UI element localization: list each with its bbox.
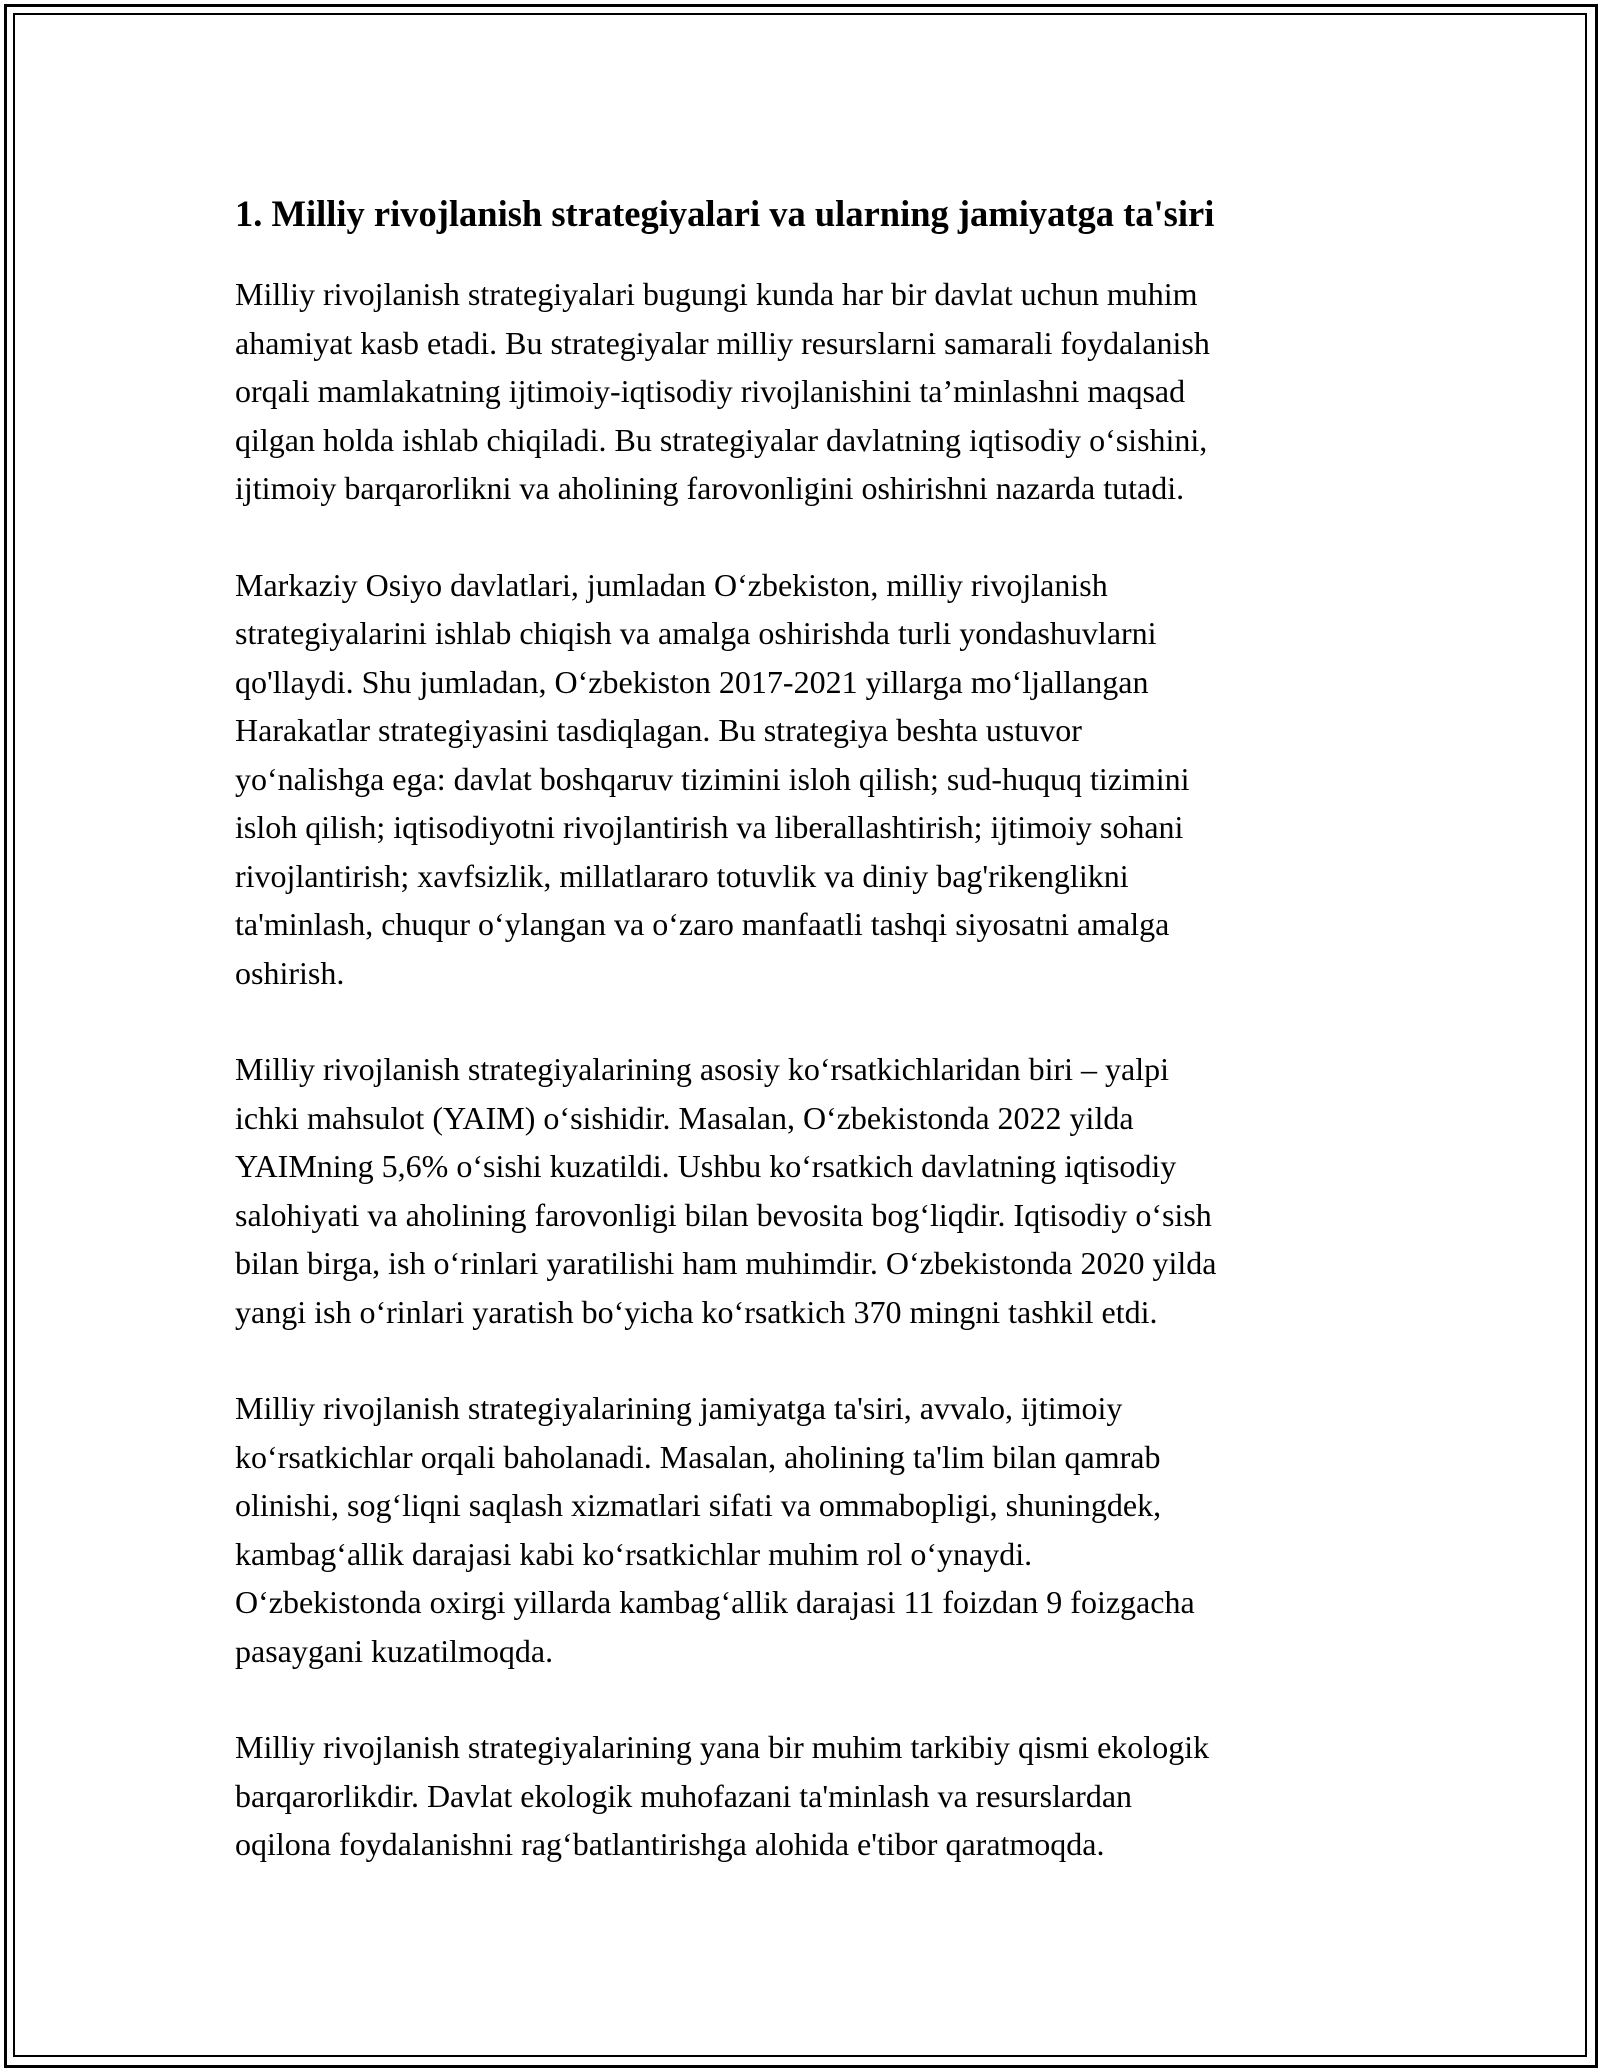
text-line: rivojlantirish; xavfsizlik, millatlararo totuvlik va diniy bag'rikenglikni (235, 857, 1129, 894)
text-line: Markaziy Osiyo davlatlari, jumladan O‘zbekiston, milliy rivojlanish (235, 566, 1108, 603)
text-line: oqilona foydalanishni rag‘batlantirishga alohida e'tibor qaratmoqda. (235, 1826, 1105, 1862)
text-line: salohiyati va aholining farovonligi bilan bevosita bog‘liqdir. Iqtisodiy o‘sish (235, 1196, 1212, 1233)
paragraph-3 (235, 1045, 1375, 1336)
text-line: bilan birga, ish o‘rinlari yaratilishi ham muhimdir. O‘zbekistonda 2020 yilda (235, 1245, 1217, 1281)
text-line: Milliy rivojlanish strategiyalari bugungi kunda har bir davlat uchun muhim (235, 276, 1198, 312)
text-line: Milliy rivojlanish strategiyalarining jamiyatga ta'siri, avvalo, ijtimoiy (235, 1390, 1123, 1426)
text-line: yo‘nalishga ega: davlat boshqaruv tizimini isloh qilish; sud-huquq tizimini (235, 760, 1190, 797)
paragraph-1 (235, 270, 1375, 513)
text-line: ko‘rsatkichlar orqali baholanadi. Masalan, aholining ta'lim bilan qamrab (235, 1438, 1161, 1475)
text-line: orqali mamlakatning ijtimoiy-iqtisodiy rivojlanishini ta’minlashni maqsad (235, 373, 1186, 409)
text-line: ijtimoiy barqarorlikni va aholining farovonligini oshirishni nazarda tutadi. (235, 470, 1185, 506)
text-line: kambag‘allik darajasi kabi ko‘rsatkichlar muhim rol o‘ynaydi. (235, 1535, 1033, 1572)
text-line: oshirish. (235, 954, 345, 991)
text-line: olinishi, sog‘liqni saqlash xizmatlari sifati va ommabopligi, shuningdek, (235, 1487, 1162, 1523)
text-line: Milliy rivojlanish strategiyalarining yana bir muhim tarkibiy qismi ekologik (235, 1729, 1210, 1765)
text-line: strategiyalarini ishlab chiqish va amalga oshirishda turli yondashuvlarni (235, 615, 1157, 651)
text-line: barqarorlikdir. Davlat ekologik muhofazani ta'minlash va resurslardan (235, 1777, 1133, 1814)
text-line: Milliy rivojlanish strategiyalarining asosiy ko‘rsatkichlaridan biri – yalpi (235, 1051, 1170, 1087)
text-line: qilgan holda ishlab chiqiladi. Bu strategiyalar davlatning iqtisodiy o‘sishini, (235, 421, 1208, 458)
text-line: yangi ish o‘rinlari yaratish bo‘yicha ko‘rsatkich 370 mingni tashkil etdi. (235, 1293, 1158, 1330)
text-line: pasaygani kuzatilmoqda. (235, 1632, 554, 1669)
document-body (235, 188, 1375, 1917)
text-line: Harakatlar strategiyasini tasdiqlagan. Bu strategiya beshta ustuvor (235, 712, 1082, 748)
text-line: O‘zbekistonda oxirgi yillarda kambag‘allik darajasi 11 foizdan 9 foizgacha (235, 1584, 1195, 1620)
text-line: isloh qilish; iqtisodiyotni rivojlantirish va liberallashtirish; ijtimoiy sohani (235, 809, 1184, 845)
text-line: ahamiyat kasb etadi. Bu strategiyalar milliy resurslarni samarali foydalanish (235, 324, 1210, 361)
paragraph-4 (235, 1384, 1375, 1675)
text-line: ta'minlash, chuqur o‘ylangan va o‘zaro manfaatli tashqi siyosatni amalga (235, 906, 1170, 942)
text-line: qo'llaydi. Shu jumladan, O‘zbekiston 2017-2021 yillarga mo‘ljallangan (235, 663, 1149, 700)
text-line: ichki mahsulot (YAIM) o‘sishidir. Masalan, O‘zbekistonda 2022 yilda (235, 1099, 1134, 1136)
text-line: YAIMning 5,6% o‘sishi kuzatildi. Ushbu ko‘rsatkich davlatning iqtisodiy (235, 1148, 1177, 1184)
section-title: 1. Milliy rivojlanish strategiyalari va ularning jamiyatga ta'siri (235, 193, 1215, 234)
paragraph-2 (235, 561, 1375, 998)
paragraph-5 (235, 1723, 1375, 1869)
